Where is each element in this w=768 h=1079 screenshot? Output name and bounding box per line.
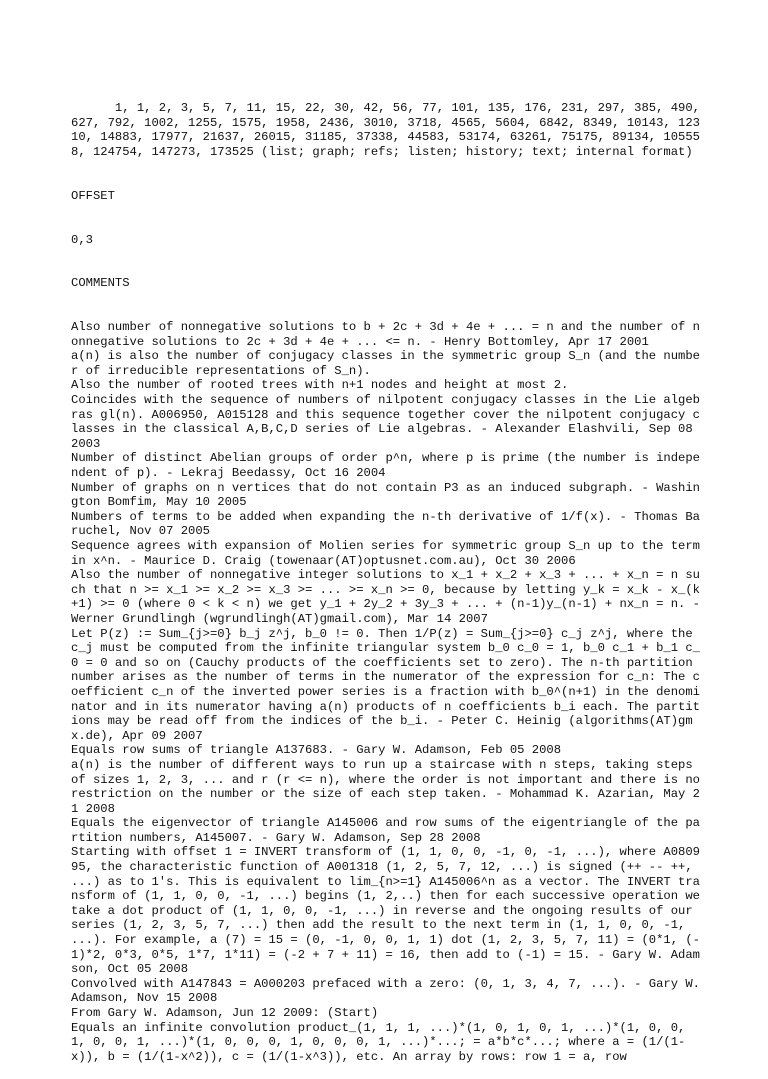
comment-line: Also the number of rooted trees with n+1 nodes and height at most 2. (71, 378, 569, 393)
comment-line: a(n) is the number of different ways to run up a staircase with n steps, taking steps of sizes 1, 2, 3, ... and r (r <= n), where the order is not important and there is no restriction on the number or the size of each step taken. - Mohammad K. Azarian, May 21 2008 (71, 757, 708, 816)
comment-line: Coincides with the sequence of numbers of nilpotent conjugacy classes in the Lie algebras gl(n). A006950, A015128 and this sequence together cover the nilpotent conjugacy classes in the classical A,B,C,D series of Lie algebras. - Alexander Elashvili, Sep 08 2003 (71, 393, 700, 451)
comment-line: From Gary W. Adamson, Jun 12 2009: (Start) (71, 1006, 379, 1020)
comment-line: Also number of nonnegative solutions to b + 2c + 3d + 4e + ... = n and the number of nonnegative solutions to 2c + 3d + 4e + ... <= n. - Henry Bottomley, Apr 17 2001 (71, 320, 700, 349)
comment-line: Equals row sums of triangle A137683. - Gary W. Adamson, Feb 05 2008 (71, 743, 562, 758)
comments-heading: COMMENTS (71, 276, 130, 291)
comment-line: Number of distinct Abelian groups of order p^n, where p is prime (the number is independent of p). - Lekraj Beedassy, Oct 16 2004 (71, 451, 700, 481)
comment-line: Starting with offset 1 = INVERT transform of (1, 1, 0, 0, -1, 0, -1, ...), where A080995, the characteristic function of A001318 (1, 2, 5, 7, 12, ...) is signed (++ -- ++, ...) as to 1's. This is equivalent to lim_{n>=1} A145006^n as a vector. The INVERT transform of (1, 1, 0, 0, -1, ...) begins (1, 2,..) then for each successive operation we take a dot product of (1, 1, 0, 0, -1, ...) in reverse and the ongoing results of our series (1, 2, 3, 5, 7, ...) then add the result to the next term in (1, 1, 0, 0, -1, ...). For example, a (7) = 15 = (0, -1, 0, 0, 1, 1) dot (1, 2, 3, 5, 7, 11) = (0*1, (-1)*2, 0*3, 0*5, 1*7, 1*11) = (-2 + 7 + 11) = 16, then add to (-1) = 15. - Gary W. Adamson, Oct 05 2008 (71, 845, 708, 977)
comments-list (71, 320, 708, 1064)
comment-line: Also the number of nonnegative integer solutions to x_1 + x_2 + x_3 + ... + x_n = n such that n >= x_1 >= x_2 >= x_3 >= ... >= x_n >= 0, because by letting y_k = x_k - x_(k+1) >= 0 (where 0 < k < n) we get y_1 + 2y_2 + 3y_3 + ... + (n-1)y_(n-1) + nx_n = n. - Werner Grundlingh (wgrundlingh(AT)gmail.com), Mar 14 2007 (71, 568, 708, 626)
comment-line: Equals the eigenvector of triangle A145006 and row sums of the eigentriangle of the partition numbers, A145007. - Gary W. Adamson, Sep 28 2008 (71, 816, 700, 845)
comment-line: Convolved with A147843 = A000203 prefaced with a zero: (0, 1, 3, 4, 7, ...). - Gary W. Adamson, Nov 15 2008 (71, 976, 708, 1006)
comment-line: Numbers of terms to be added when expanding the n-th derivative of 1/f(x). - Thomas Baruchel, Nov 07 2005 (71, 509, 700, 539)
comment-line: Equals an infinite convolution product_(1, 1, 1, ...)*(1, 0, 1, 0, 1, ...)*(1, 0, 0, 1, 0, 0, 1, ...)*(1, 0, 0, 0, 1, 0, 0, 0, 1, ...)*...; = a*b*c*...; where a = (1/(1-x)), b = (1/(1-x^2)), c = (1/(1-x^3)), etc. An array by rows: row 1 = a, row (71, 1020, 693, 1064)
offset-value: 0,3 (71, 232, 93, 247)
comment-line: a(n) is also the number of conjugacy classes in the symmetric group S_n (and the number of irreducible representations of S_n). (71, 349, 700, 378)
comment-line: Sequence agrees with expansion of Molien series for symmetric group S_n up to the term in x^n. - Maurice D. Craig (towenaar(AT)optusnet.com.au), Oct 30 2006 (71, 539, 708, 568)
sequence-terms-line: 1, 1, 2, 3, 5, 7, 11, 15, 22, 30, 42, 56, 77, 101, 135, 176, 231, 297, 385, 490, 627, 792, 1002, 1255, 1575, 1958, 2436, 3010, 3718, 4565, 5604, 6842, 8349, 10143, 12310, 14883, 17977, 21637, 26015, 31185, 37338, 44583, 53174, 63261, 75175, 89134, 105558, 124754, 147273, 173525 (list; graph; refs; listen; history; text; internal format) (71, 101, 708, 159)
comment-line: Number of graphs on n vertices that do not contain P3 as an induced subgraph. - Washington Bomfim, May 10 2005 (71, 480, 700, 510)
sequence-entry-document (71, 72, 708, 1079)
comment-line: Let P(z) := Sum_{j>=0} b_j z^j, b_0 != 0. Then 1/P(z) = Sum_{j>=0} c_j z^j, where the c_j must be computed from the infinite triangular system b_0 c_0 = 1, b_0 c_1 + b_1 c_0 = 0 and so on (Cauchy products of the coefficients set to zero). The n-th partition number arises as the number of terms in the numerator of the expression for c_n: The coefficient c_n of the inverted power series is a fraction with b_0^(n+1) in the denominator and in its numerator having a(n) products of n coefficients b_i each. The partitions may be read off from the indices of the b_i. - Peter C. Heinig (algorithms(AT)gmx.de), Apr 09 2007 (71, 626, 700, 743)
offset-heading: OFFSET (71, 188, 115, 203)
